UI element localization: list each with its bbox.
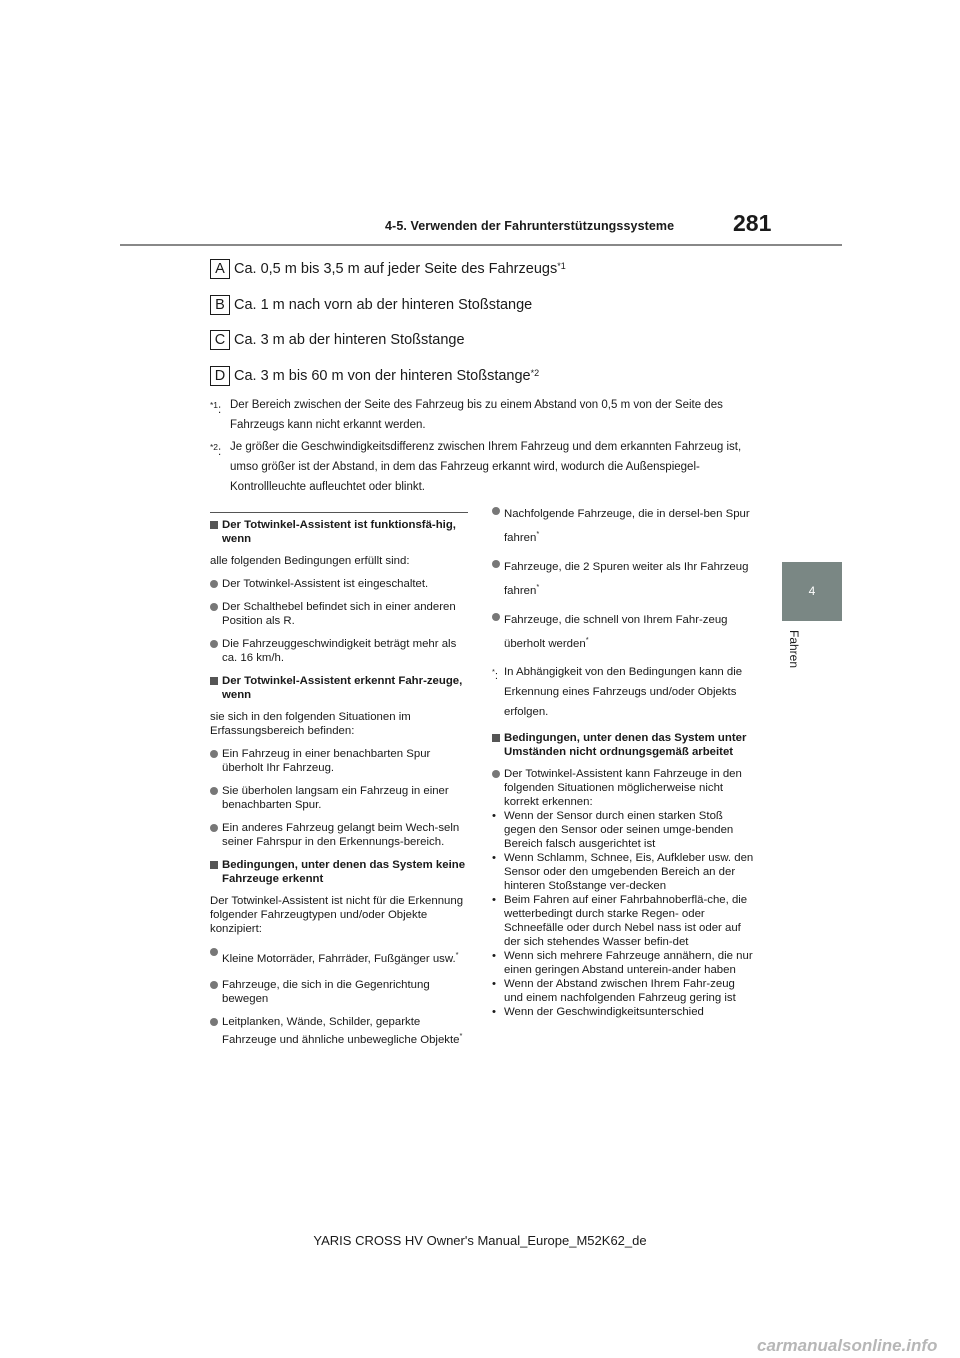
footnote-1	[210, 395, 750, 435]
circle-bullet-icon	[210, 750, 218, 758]
footnote-text: Je größer die Geschwindigkeitsdifferenz zwischen Ihrem Fahrzeug und dem erkannten Fahrzeug ist, umso größer ist der Abstand, in dem das Fahrzeug erkannt wird, wodurch die Außenspiegel-Kontrollleuchte aufleuchtet oder blinkt.	[230, 441, 742, 493]
square-bullet-icon	[492, 734, 500, 742]
list-item: Leitplanken, Wände, Schilder, geparkte Fahrzeuge und ähnliche unbewegliche Objekte*	[210, 1015, 472, 1047]
circle-bullet-icon	[492, 560, 500, 568]
legend-text-c: Ca. 3 m ab der hinteren Stoßstange	[234, 332, 465, 348]
legend-text-a: Ca. 0,5 m bis 3,5 m auf jeder Seite des Fahrzeugs	[234, 261, 558, 277]
circle-bullet-icon	[210, 1018, 218, 1026]
legend-badge-d: D	[210, 366, 230, 386]
square-bullet-icon	[210, 521, 218, 529]
sub-list-item: • Beim Fahren auf einer Fahrbahnoberflä-che, die wetterbedingt durch starke Regen- oder Schneefälle oder durch Nebel nass ist oder auf der sich stehendes Wasser befin-det	[492, 894, 748, 949]
list-item: Der Totwinkel-Assistent ist eingeschaltet.	[210, 577, 472, 591]
legend-badge-c: C	[210, 330, 230, 350]
circle-bullet-icon	[210, 824, 218, 832]
circle-bullet-icon	[492, 507, 500, 515]
chapter-tab-label: Fahren	[787, 630, 801, 669]
circle-bullet-icon	[210, 981, 218, 989]
footnote-marker: $^{*1}$:	[210, 400, 222, 416]
sub-list	[492, 809, 754, 1019]
asterisk-note	[492, 662, 754, 722]
sub-list-item: • Wenn sich mehrere Fahrzeuge annähern, die nur einen geringen Abstand unterein-ander haben	[492, 950, 753, 977]
circle-bullet-icon	[210, 640, 218, 648]
right-column	[492, 504, 754, 1019]
legend-sup-a: *1	[557, 261, 566, 271]
circle-bullet-icon	[210, 603, 218, 611]
circle-bullet-icon	[210, 787, 218, 795]
footnote-text: Der Bereich zwischen der Seite des Fahrzeug bis zu einem Abstand von 0,5 m von der Seite des Fahrzeugs kann nicht erkannt werden.	[230, 399, 723, 431]
footnote-2	[210, 437, 750, 497]
list-item: Der Schalthebel befindet sich in einer anderen Position als R.	[210, 600, 472, 628]
list-item: Ein Fahrzeug in einer benachbarten Spur überholt Ihr Fahrzeug.	[210, 747, 472, 775]
legend-badge-a: A	[210, 259, 230, 279]
footnote-marker: $^{*2}$:	[210, 442, 222, 458]
list-item: Ein anderes Fahrzeug gelangt beim Wech-seln seiner Fahrspur in den Erkennungs-bereich.	[210, 821, 472, 849]
section-heading: Bedingungen, unter denen das System unter Umständen nicht ordnungsgemäß arbeitet	[492, 731, 754, 759]
legend-text-b: Ca. 1 m nach vorn ab der hinteren Stoßstange	[234, 296, 533, 313]
legend-item-b	[210, 294, 770, 316]
sub-list-item: • Wenn der Sensor durch einen starken Stoß gegen den Sensor oder seinen umge-benden Bereich falsch ausgerichtet ist	[492, 810, 734, 851]
section-heading: Bedingungen, unter denen das System keine Fahrzeuge erkennt	[210, 858, 472, 886]
list-item: Fahrzeuge, die sich in die Gegenrichtung bewegen	[210, 978, 472, 1006]
circle-bullet-icon	[210, 580, 218, 588]
header-divider	[120, 244, 842, 246]
footnotes	[210, 395, 750, 499]
square-bullet-icon	[210, 861, 218, 869]
footer-manual-id: YARIS CROSS HV Owner's Manual_Europe_M52K62_de	[313, 1233, 647, 1248]
legend-sup-d: *2	[530, 367, 540, 378]
legend-item-c	[210, 329, 770, 351]
watermark: carmanualsonline.info	[757, 1336, 938, 1355]
legend-item-a	[210, 258, 770, 280]
list-item: Der Totwinkel-Assistent kann Fahrzeuge in den folgenden Situationen möglicherweise nicht korrekt erkennen:	[492, 767, 754, 809]
left-column	[210, 518, 472, 1056]
legend-text-d: Ca. 3 m bis 60 m von der hinteren Stoßstange	[234, 367, 531, 384]
paragraph: Der Totwinkel-Assistent ist nicht für die Erkennung folgender Fahrzeugtypen und/oder Objekte konzipiert:	[210, 895, 464, 935]
list-item: Nachfolgende Fahrzeuge, die in dersel-ben Spur fahren*	[492, 504, 754, 548]
paragraph: alle folgenden Bedingungen erfüllt sind:	[210, 555, 410, 567]
paragraph: sie sich in den folgenden Situationen im Erfassungsbereich befinden:	[210, 711, 411, 737]
asterisk-note-text: In Abhängigkeit von den Bedingungen kann die Erkennung eines Fahrzeugs und/oder Objekts erfolgen.	[504, 666, 743, 719]
area-legend	[210, 258, 770, 400]
circle-bullet-icon	[210, 948, 218, 956]
section-heading: Der Totwinkel-Assistent erkennt Fahr-zeuge, wenn	[210, 674, 472, 702]
circle-bullet-icon	[492, 770, 500, 778]
section-title: 4-5. Verwenden der Fahrunterstützungssysteme	[385, 219, 675, 233]
sub-list-item: • Wenn der Geschwindigkeitsunterschied	[492, 1006, 704, 1019]
legend-badge-b: B	[210, 295, 230, 315]
sub-list-item: • Wenn Schlamm, Schnee, Eis, Aufkleber usw. den Sensor oder den umgebenden Bereich an der hinteren Stoßstange ver-decken	[492, 852, 754, 893]
section-divider	[210, 512, 468, 513]
list-item: Fahrzeuge, die schnell von Ihrem Fahr-zeug überholt werden*	[492, 610, 754, 654]
list-item: Sie überholen langsam ein Fahrzeug in einer benachbarten Spur.	[210, 784, 472, 812]
chapter-tab-number: 4	[782, 562, 842, 621]
asterisk-marker: *:	[492, 667, 499, 683]
list-item: Die Fahrzeuggeschwindigkeit beträgt mehr als ca. 16 km/h.	[210, 637, 472, 665]
circle-bullet-icon	[492, 613, 500, 621]
sub-list-item: • Wenn der Abstand zwischen Ihrem Fahr-zeug und einem nachfolgenden Fahrzeug gering ist	[492, 978, 736, 1005]
list-item: Kleine Motorräder, Fahrräder, Fußgänger usw.*	[210, 945, 472, 969]
list-item: Fahrzeuge, die 2 Spuren weiter als Ihr Fahrzeug fahren*	[492, 557, 754, 601]
section-heading: Der Totwinkel-Assistent ist funktionsfä-hig, wenn	[210, 518, 472, 546]
square-bullet-icon	[210, 677, 218, 685]
legend-item-d	[210, 365, 770, 387]
page-number: 281	[733, 210, 772, 236]
